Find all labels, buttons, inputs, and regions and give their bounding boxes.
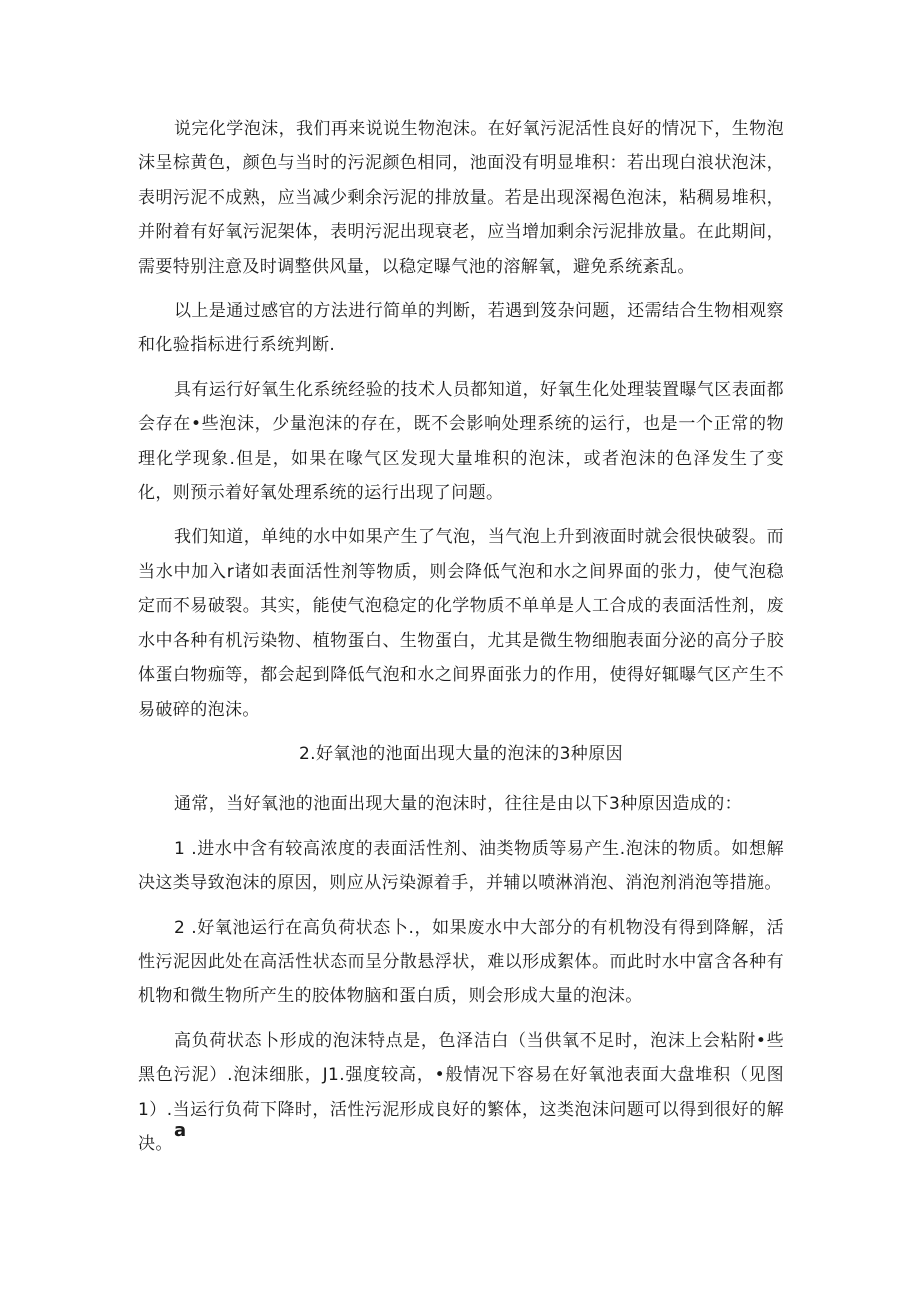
list-item-cause-2: 2 .好氧池运行在高负荷状态卜.，如果废水中大部分的有机物没有得到降解，活性污泥因此处在高活性状态而呈分散悬浮状，难以形成絮体。而此时水中富含各种有机物和微生物所产生的胶体物脑和蛋白质，则会形成大量的泡沫。 <box>138 917 784 1007</box>
paragraph-biological-foam: 说完化学泡沫，我们再来说说生物泡沫。在好氧污泥活性良好的情况下，生物泡沫呈棕黄色，颜色与当时的污泥颜色相同，池面没有明显堆积：若出现白浪状泡沫，表明污泥不成熟，应当减少剩余污泥的排放量。若是出现深褐色泡沫，粘稠易堆积，并附着有好氧污泥架体，表明污泥出现衰老，应当增加剩余污泥排放量。在此期间，需要特别注意及时调整供风量，以稳定曝气池的溶解氧，避免系统紊乱。 <box>138 119 784 277</box>
paragraph-aeration-foam: 具有运行好氧生化系统经验的技术人员都知道，好氧生化处理装置曝气区表面都会存在•些泡沫，少量泡沫的存在，既不会影响处理系统的运行，也是一个正常的物理化学现象.但是，如果在喙气区发现大量堆积的泡沫，或者泡沫的色泽发生了变化，则预示着好氧处理系统的运行出现了问题。 <box>138 379 784 504</box>
paragraph-causes-intro: 通常，当好氧池的池面出现大量的泡沫时，往往是由以下3种原因造成的： <box>174 794 743 815</box>
list-item-cause-1: 1 .进水中含有较高浓度的表面活性剂、油类物质等易产生.泡沫的物质。如想解决这类导致泡沫的原因，则应从污染源着手，并辅以喷淋消泡、消泡剂消泡等措施。 <box>138 838 784 894</box>
paragraph-bubble-stability: 我们知道，单纯的水中如果产生了气泡，当气泡上升到液面时就会很快破裂。而当水中加入r诸如表面活性剂等物质，则会降低气泡和水之间界面的张力，使气泡稳定而不易破裂。其实，能使气泡稳定的化学物质不单单是人工合成的表面活性剂，废水中各种有机污染物、植物蛋白、生物蛋白，尤其是微生物细胞表面分泌的高分子胶体蛋白物痂等，都会起到降低气泡和水之间界面张力的作用，使得好辄曝气区产生不易破碎的泡沫。 <box>138 527 784 720</box>
paragraph-high-load-foam: 高负荷状态卜形成的泡沫特点是，色泽洁白（当供氧不足时，泡沫上会粘附•些黑色污泥）.泡沫细胀，J1.强度较高，•般情况下容易在好氧池表面大盘堆积（见图1）.当运行负荷下降时，活性污泥形成良好的繁体，这类泡沫问题可以得到很好的解决。 <box>138 1030 784 1154</box>
figure-label: a <box>174 1120 187 1141</box>
body-text <box>138 112 784 1171</box>
paragraph-sensory-judgement: 以上是通过感官的方法进行简单的判断，若遇到笈杂问题，还需结合生物相观察和化验指标进行系统判断. <box>138 301 784 356</box>
section-heading: 2.好氧池的池面出现大量的泡沫的3种原因 <box>298 743 624 764</box>
